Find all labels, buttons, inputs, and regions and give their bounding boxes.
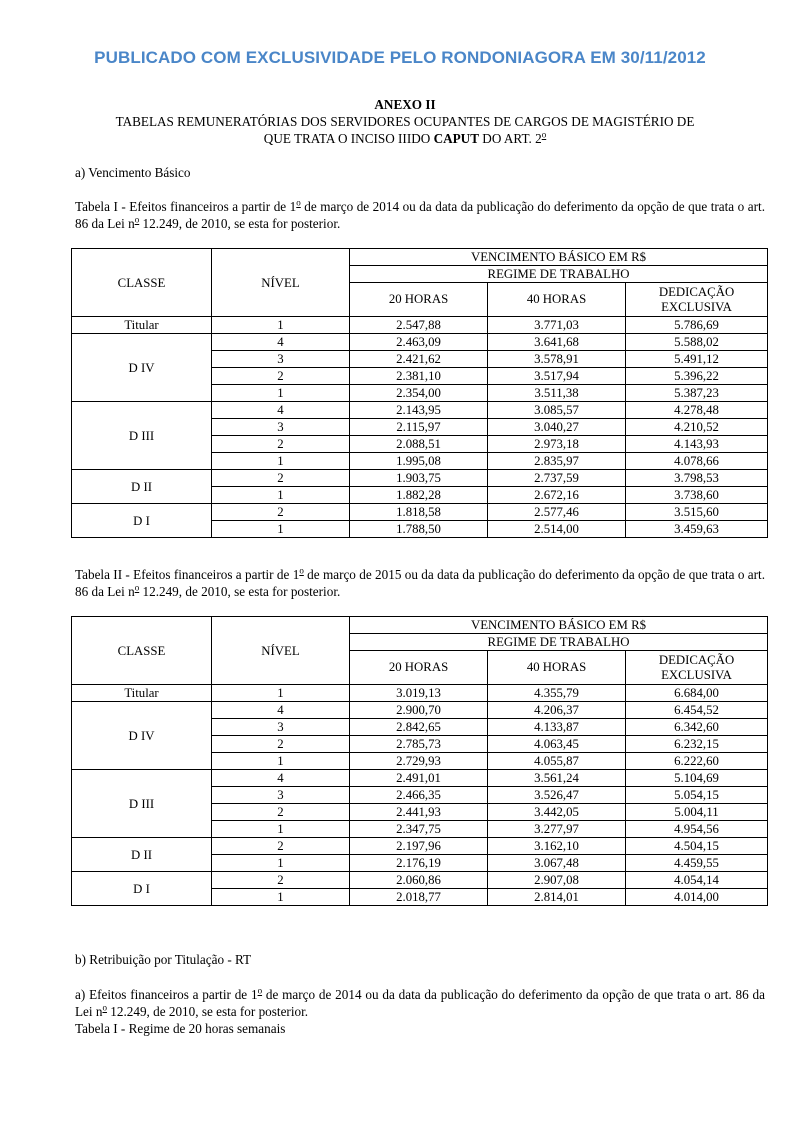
rt-caption [75,986,765,1020]
section-b-label: b) Retribuição por Titulação - RT [75,952,252,967]
classe-cell: Titular [72,317,212,334]
valor-de-cell: 3.738,60 [626,487,768,504]
valor-40h-cell: 2.907,08 [488,872,626,889]
annex-subtitle-line2 [60,130,750,147]
ordinal-mark: o [299,565,304,576]
valor-de-cell: 6.342,60 [626,719,768,736]
nivel-cell: 3 [212,351,350,368]
valor-40h-cell: 3.641,68 [488,334,626,351]
table-row [72,872,768,889]
valor-20h-cell: 2.347,75 [350,821,488,838]
valor-de-cell: 4.014,00 [626,889,768,906]
valor-40h-cell: 2.672,16 [488,487,626,504]
nivel-cell: 1 [212,855,350,872]
valor-40h-cell: 3.771,03 [488,317,626,334]
valor-de-cell: 4.278,48 [626,402,768,419]
valor-20h-cell: 1.788,50 [350,521,488,538]
subtitle-text: QUE TRATA O INCISO IIIDO [263,131,434,146]
nivel-cell: 2 [212,736,350,753]
caption-text: de março de 2015 ou da data da publicação do deferimento da opção de que trata o art. 86 da Lei n [75,567,766,599]
vencimento-table-2 [71,616,768,906]
vencimento-table-1 [71,248,768,538]
nivel-cell: 1 [212,487,350,504]
classe-cell: D II [72,470,212,504]
header-20-horas: 20 HORAS [350,283,488,317]
valor-40h-cell: 3.578,91 [488,351,626,368]
nivel-cell: 1 [212,453,350,470]
classe-cell: D I [72,872,212,906]
valor-20h-cell: 1.903,75 [350,470,488,487]
table-row [72,334,768,351]
header-row [72,617,768,634]
valor-40h-cell: 3.162,10 [488,838,626,855]
header-dedicacao-line1: DEDICAÇÃO [658,652,735,667]
valor-20h-cell: 2.088,51 [350,436,488,453]
nivel-cell: 4 [212,402,350,419]
valor-de-cell: 6.684,00 [626,685,768,702]
nivel-cell: 4 [212,770,350,787]
valor-de-cell: 6.222,60 [626,753,768,770]
valor-40h-cell: 4.206,37 [488,702,626,719]
valor-de-cell: 4.054,14 [626,872,768,889]
nivel-cell: 1 [212,889,350,906]
annex-heading [60,96,750,147]
tabela2-caption [75,566,765,600]
header-row [72,249,768,266]
valor-40h-cell: 3.277,97 [488,821,626,838]
table-row [72,685,768,702]
valor-20h-cell: 2.900,70 [350,702,488,719]
valor-20h-cell: 2.060,86 [350,872,488,889]
valor-40h-cell: 4.133,87 [488,719,626,736]
nivel-cell: 3 [212,787,350,804]
ordinal-mark: o [134,582,140,593]
valor-de-cell: 5.054,15 [626,787,768,804]
caption-text: Tabela I - Efeitos financeiros a partir de 1 [75,199,297,214]
subtitle-caput: CAPUT [433,131,479,146]
nivel-cell: 2 [212,804,350,821]
classe-cell: Titular [72,685,212,702]
valor-de-cell: 5.104,69 [626,770,768,787]
valor-de-cell: 5.387,23 [626,385,768,402]
header-classe: CLASSE [72,617,212,685]
header-dedicacao-exclusiva [626,283,768,317]
nivel-cell: 1 [212,753,350,770]
valor-20h-cell: 2.018,77 [350,889,488,906]
ordinal-mark: o [102,1002,107,1013]
valor-de-cell: 5.786,69 [626,317,768,334]
valor-40h-cell: 3.561,24 [488,770,626,787]
valor-40h-cell: 4.063,45 [488,736,626,753]
valor-20h-cell: 2.547,88 [350,317,488,334]
caption-text: de março de 2014 ou da data da publicação do deferimento da opção de que trata o art. 86 da Lei n [75,987,766,1019]
annex-title: ANEXO II [374,97,436,112]
publication-banner: PUBLICADO COM EXCLUSIVIDADE PELO RONDONIAGORA EM 30/11/2012 [94,48,706,67]
valor-40h-cell: 4.355,79 [488,685,626,702]
header-40-horas: 40 HORAS [488,651,626,685]
valor-40h-cell: 2.814,01 [488,889,626,906]
valor-40h-cell: 3.517,94 [488,368,626,385]
ordinal-mark: o [134,214,140,225]
table-row [72,317,768,334]
classe-cell: D IV [72,702,212,770]
section-a-label: a) Vencimento Básico [75,165,191,180]
nivel-cell: 2 [212,436,350,453]
valor-40h-cell: 3.442,05 [488,804,626,821]
nivel-cell: 1 [212,521,350,538]
valor-20h-cell: 2.381,10 [350,368,488,385]
valor-20h-cell: 3.019,13 [350,685,488,702]
caption-text: 12.249, de 2010, se esta for posterior. [106,1004,309,1019]
table-row [72,838,768,855]
header-nivel: NÍVEL [212,617,350,685]
valor-de-cell: 4.210,52 [626,419,768,436]
valor-40h-cell: 2.835,97 [488,453,626,470]
nivel-cell: 2 [212,368,350,385]
header-dedicacao-line2: EXCLUSIVA [661,667,732,682]
table-row [72,402,768,419]
valor-de-cell: 4.504,15 [626,838,768,855]
header-classe: CLASSE [72,249,212,317]
nivel-cell: 2 [212,504,350,521]
valor-de-cell: 4.143,93 [626,436,768,453]
valor-de-cell: 5.588,02 [626,334,768,351]
table-row [72,504,768,521]
classe-cell: D IV [72,334,212,402]
header-regime: REGIME DE TRABALHO [350,266,768,283]
valor-de-cell: 3.459,63 [626,521,768,538]
tabela1-caption [75,198,765,232]
valor-de-cell: 6.232,15 [626,736,768,753]
valor-40h-cell: 3.085,57 [488,402,626,419]
nivel-cell: 2 [212,872,350,889]
table-row [72,702,768,719]
table-row [72,470,768,487]
nivel-cell: 4 [212,702,350,719]
valor-40h-cell: 4.055,87 [488,753,626,770]
classe-cell: D II [72,838,212,872]
valor-20h-cell: 2.115,97 [350,419,488,436]
caption-text: 12.249, de 2010, se esta for posterior. [139,216,341,231]
valor-de-cell: 4.459,55 [626,855,768,872]
nivel-cell: 1 [212,821,350,838]
header-dedicacao-exclusiva [626,651,768,685]
nivel-cell: 3 [212,719,350,736]
valor-40h-cell: 3.526,47 [488,787,626,804]
header-vencimento: VENCIMENTO BÁSICO EM R$ [350,249,768,266]
valor-20h-cell: 2.441,93 [350,804,488,821]
nivel-cell: 1 [212,385,350,402]
valor-40h-cell: 2.577,46 [488,504,626,521]
valor-20h-cell: 2.421,62 [350,351,488,368]
valor-40h-cell: 2.737,59 [488,470,626,487]
header-20-horas: 20 HORAS [350,651,488,685]
valor-de-cell: 4.954,56 [626,821,768,838]
valor-de-cell: 5.004,11 [626,804,768,821]
nivel-cell: 1 [212,685,350,702]
caption-text: 12.249, de 2010, se esta for posterior. [139,584,341,599]
nivel-cell: 3 [212,419,350,436]
header-40-horas: 40 HORAS [488,283,626,317]
valor-20h-cell: 2.176,19 [350,855,488,872]
annex-subtitle-line1: TABELAS REMUNERATÓRIAS DOS SERVIDORES OCUPANTES DE CARGOS DE MAGISTÉRIO DE [115,114,695,129]
valor-de-cell: 6.454,52 [626,702,768,719]
classe-cell: D I [72,504,212,538]
header-dedicacao-line2: EXCLUSIVA [661,299,732,314]
caption-text: a) Efeitos financeiros a partir de 1 [75,987,258,1002]
classe-cell: D III [72,770,212,838]
valor-20h-cell: 2.354,00 [350,385,488,402]
valor-20h-cell: 1.995,08 [350,453,488,470]
header-vencimento: VENCIMENTO BÁSICO EM R$ [350,617,768,634]
caption-text: Tabela II - Efeitos financeiros a partir de 1 [75,567,300,582]
valor-20h-cell: 2.842,65 [350,719,488,736]
valor-de-cell: 3.515,60 [626,504,768,521]
nivel-cell: 4 [212,334,350,351]
valor-40h-cell: 3.067,48 [488,855,626,872]
header-nivel: NÍVEL [212,249,350,317]
valor-de-cell: 5.396,22 [626,368,768,385]
valor-20h-cell: 1.882,28 [350,487,488,504]
nivel-cell: 2 [212,470,350,487]
valor-20h-cell: 2.143,95 [350,402,488,419]
valor-20h-cell: 1.818,58 [350,504,488,521]
valor-de-cell: 3.798,53 [626,470,768,487]
valor-de-cell: 5.491,12 [626,351,768,368]
valor-20h-cell: 2.729,93 [350,753,488,770]
ordinal-mark: o [296,197,301,208]
subtitle-text-end: DO ART. 2 [479,131,542,146]
valor-20h-cell: 2.466,35 [350,787,488,804]
header-dedicacao-line1: DEDICAÇÃO [658,284,735,299]
caption-text: de março de 2014 ou da data da publicação do deferimento da opção de que trata o art. 86 da Lei n [75,199,765,231]
ordinal-mark: o [257,985,263,996]
classe-cell: D III [72,402,212,470]
valor-de-cell: 4.078,66 [626,453,768,470]
header-regime: REGIME DE TRABALHO [350,634,768,651]
valor-40h-cell: 2.973,18 [488,436,626,453]
nivel-cell: 1 [212,317,350,334]
rt-table-label: Tabela I - Regime de 20 horas semanais [75,1021,286,1036]
valor-20h-cell: 2.463,09 [350,334,488,351]
valor-40h-cell: 2.514,00 [488,521,626,538]
valor-40h-cell: 3.040,27 [488,419,626,436]
valor-20h-cell: 2.491,01 [350,770,488,787]
ordinal-mark: o [541,129,547,140]
table-row [72,770,768,787]
valor-20h-cell: 2.197,96 [350,838,488,855]
nivel-cell: 2 [212,838,350,855]
valor-20h-cell: 2.785,73 [350,736,488,753]
valor-40h-cell: 3.511,38 [488,385,626,402]
